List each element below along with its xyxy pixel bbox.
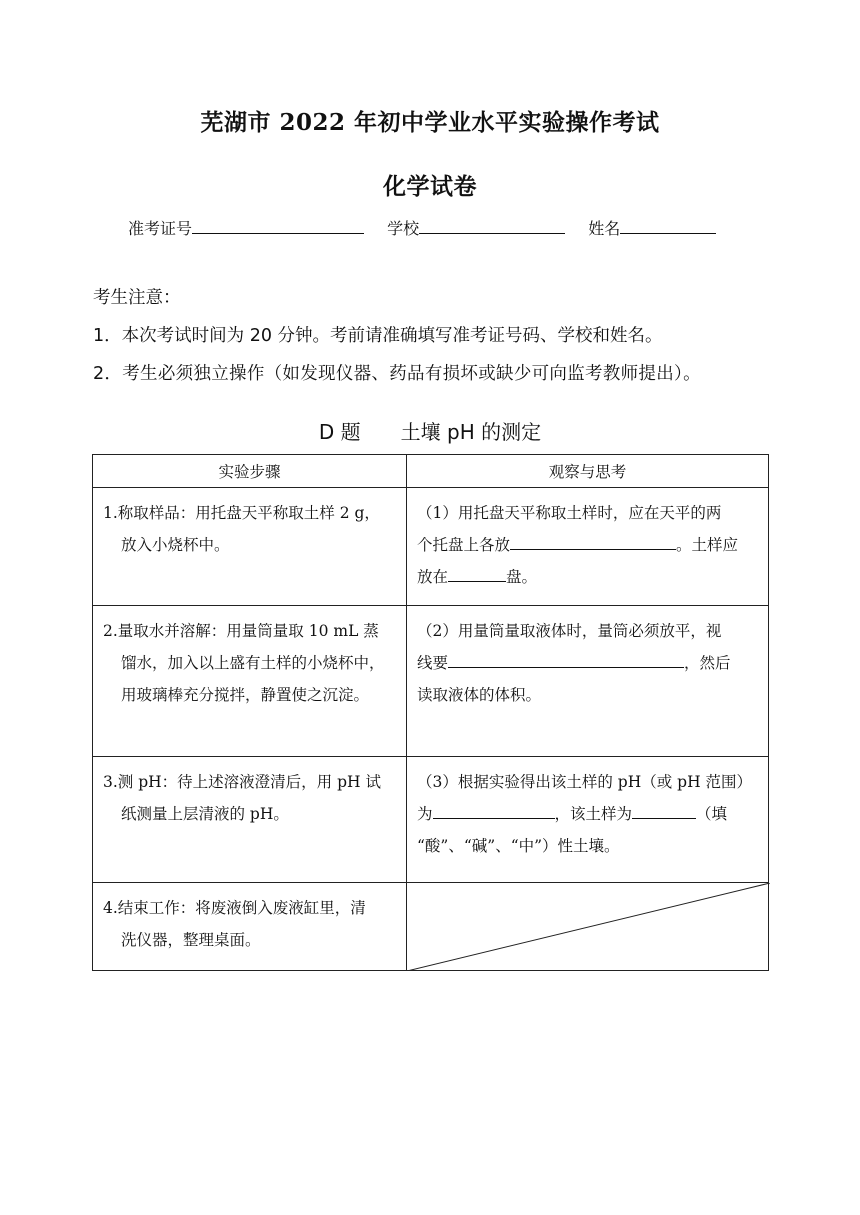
question-cell — [407, 606, 769, 757]
step-text: 4.结束工作：将废液倒入废液缸里，清 — [103, 899, 366, 917]
question-name: 土壤 pH 的测定 — [400, 420, 542, 444]
notice-item: 2．考生必须独立操作（如发现仪器、药品有损坏或缺少可向监考教师提出）。 — [93, 364, 701, 384]
step-text: 洗仪器，整理桌面。 — [121, 931, 261, 949]
question-cell — [407, 757, 769, 883]
question-text: ，该土样为 — [554, 805, 633, 823]
column-header-observation: 观察与思考 — [407, 455, 769, 488]
answer-blank[interactable] — [510, 535, 676, 550]
diagonal-line — [407, 883, 770, 971]
question-id: D 题 — [318, 420, 361, 444]
step-text: 用玻璃棒充分搅拌，静置使之沉淀。 — [121, 686, 370, 704]
question-text: 读取液体的体积。 — [417, 686, 542, 704]
table-row — [93, 488, 769, 606]
step-text: 3.测 pH：待上述溶液澄清后，用 pH 试 — [103, 773, 381, 791]
school-blank[interactable] — [419, 218, 565, 234]
column-header-steps: 实验步骤 — [93, 455, 407, 488]
question-cell — [407, 488, 769, 606]
step-text: 2.量取水并溶解：用量筒量取 10 mL 蒸 — [103, 622, 379, 640]
experiment-table — [92, 454, 769, 971]
table-row — [93, 606, 769, 757]
step-text: 1.称取样品：用托盘天平称取土样 2 g， — [103, 504, 380, 522]
question-text: 为 — [417, 805, 433, 823]
question-title — [0, 416, 860, 445]
answer-blank[interactable] — [632, 804, 696, 819]
step-cell — [93, 757, 407, 883]
answer-blank[interactable] — [448, 653, 684, 668]
question-text: “酸”、“碱”、“中”）性土壤。 — [417, 837, 620, 855]
step-text: 放入小烧杯中。 — [121, 536, 230, 554]
table-row — [93, 757, 769, 883]
step-text: 纸测量上层清液的 pH。 — [121, 805, 289, 823]
step-cell — [93, 883, 407, 971]
question-text: （2）用量筒量取液体时，量筒必须放平，视 — [417, 622, 722, 640]
step-text: 馏水，加入以上盛有土样的小烧杯中， — [121, 654, 385, 672]
name-label: 姓名 — [588, 219, 621, 238]
exam-number-label: 准考证号 — [128, 219, 193, 238]
exam-subtitle: 化学试卷 — [383, 173, 477, 200]
question-text: 放在 — [417, 568, 449, 586]
question-text: 个托盘上各放 — [417, 536, 511, 554]
answer-blank[interactable] — [433, 804, 555, 819]
question-text: 线要 — [417, 654, 449, 672]
candidate-info — [128, 216, 734, 239]
notice-heading: 考生注意： — [93, 288, 181, 308]
name-blank[interactable] — [620, 218, 716, 234]
table-row — [93, 883, 769, 971]
question-text: （3）根据实验得出该土样的 pH（或 pH 范围） — [417, 773, 753, 791]
step-cell — [93, 488, 407, 606]
exam-title: 芜湖市 2022 年初中学业水平实验操作考试 — [200, 109, 660, 136]
school-label: 学校 — [387, 219, 420, 238]
question-text: （填 — [696, 805, 728, 823]
question-text: ，然后 — [684, 654, 731, 672]
answer-blank[interactable] — [448, 567, 506, 582]
question-text: 盘。 — [506, 568, 538, 586]
question-text: 。土样应 — [676, 536, 739, 554]
step-cell — [93, 606, 407, 757]
question-text: （1）用托盘天平称取土样时，应在天平的两 — [417, 504, 722, 522]
exam-number-blank[interactable] — [192, 218, 364, 234]
table-header-row — [93, 455, 769, 488]
empty-diagonal-cell — [407, 883, 769, 971]
notice-item: 1．本次考试时间为 20 分钟。考前请准确填写准考证号码、学校和姓名。 — [93, 326, 663, 346]
